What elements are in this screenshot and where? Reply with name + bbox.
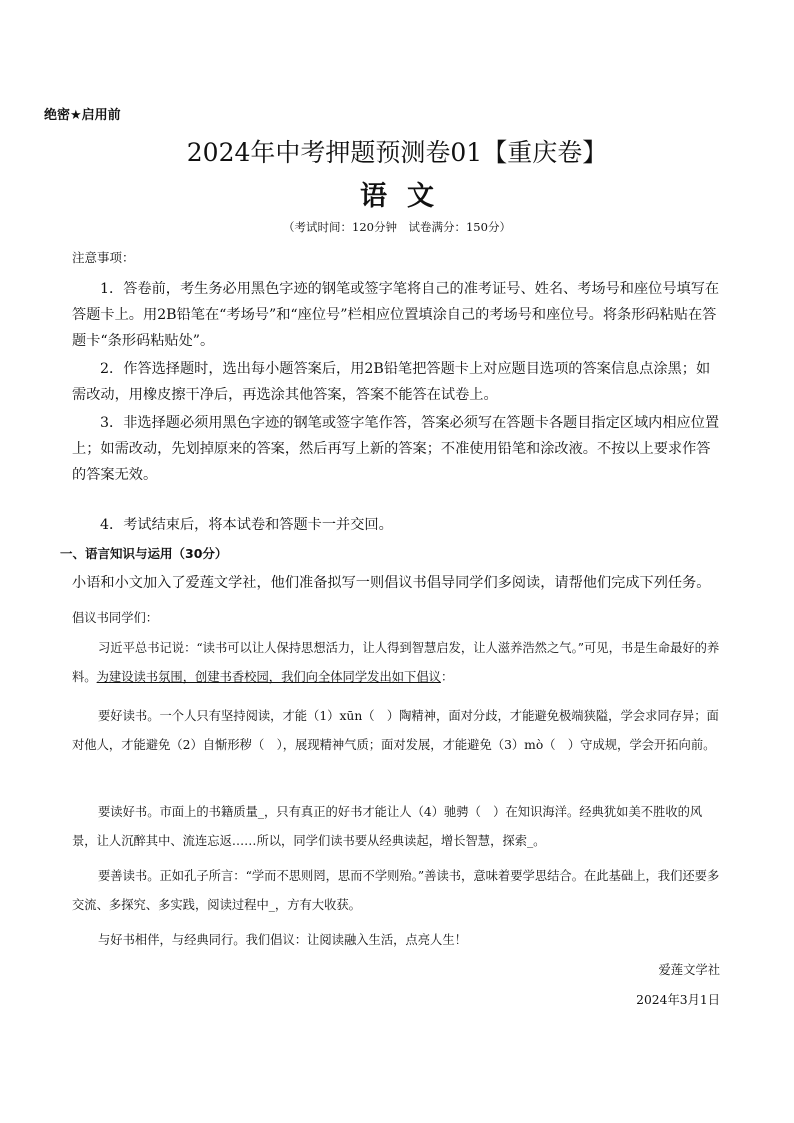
note-item: 1．答卷前，考生务必用黑色字迹的钢笔或签字笔将自己的准考证号、姓名、考场号和座位号填写在答题卡上。用2B铅笔在“考场号”和“座位号”栏相应位置填涂自己的考场号和座位号。将条形码粘贴在答题卡“条形码粘贴处”。 [72, 281, 720, 349]
notes-heading: 注意事项： [72, 250, 135, 265]
section-heading: 一、语言知识与运用（30分） [60, 546, 228, 561]
letter-greeting: 倡议书同学们： [72, 611, 159, 625]
letter-paragraph: 要读好书。市面上的书籍质量_，只有真正的好书才能让人（4）驰骋（ ）在知识海洋。经典犹如美不胜收的风景，让人沉醉其中、流连忘返……所以，同学们读书要从经典读起，增长智慧，探索_。 [72, 805, 703, 848]
underlined-sentence: 为建设读书氛围，创建书香校园，我们向全体同学发出如下倡议 [96, 670, 441, 684]
letter-paragraph: 与好书相伴，与经典同行。我们倡议：让阅读融入生活，点亮人生！ [98, 933, 467, 947]
letter-signature: 爱莲文学社 [658, 963, 720, 977]
note-item: 3．非选择题必须用黑色字迹的钢笔或签字笔作答，答案必须写在答题卡各题目指定区域内相应位置上；如需改动，先划掉原来的答案，然后再写上新的答案；不准使用铅笔和涂改液。不按以上要求作答的答案无效。 [72, 415, 720, 483]
subject-title: 语文 [360, 181, 454, 212]
exam-meta: （考试时间：120分钟 试卷满分：150分） [283, 220, 511, 234]
note-item: 2．作答选择题时，选出每小题答案后，用2B铅笔把答题卡上对应题目选项的答案信息点涂黑；如需改动，用橡皮擦干净后，再选涂其他答案，答案不能答在试卷上。 [72, 361, 711, 403]
letter-paragraph: 要好读书。一个人只有坚持阅读，才能（1）xūn（ ）陶精神，面对分歧，才能避免极端狭隘，学会求同存异；面对他人，才能避免（2）自惭形秽（ ），展现精神气质；面对发展，才能避免（3）mò（ ）守成规，学会开拓向前。 [72, 709, 719, 752]
confidential-label: 绝密★启用前 [44, 108, 121, 123]
exam-title: 2024年中考押题预测卷01【重庆卷】 [186, 138, 608, 167]
note-item: 4．考试结束后，将本试卷和答题卡一并交回。 [100, 517, 393, 533]
letter-paragraph: 习近平总书记说：“读书可以让人保持思想活力，让人得到智慧启发，让人滋养浩然之气。”可见，书是生命最好的养料。为建设读书氛围，创建书香校园，我们向全体同学发出如下倡议： [72, 641, 720, 684]
section-intro: 小语和小文加入了爱莲文学社，他们准备拟写一则倡议书倡导同学们多阅读，请帮他们完成下列任务。 [72, 575, 711, 591]
letter-date: 2024年3月1日 [636, 993, 720, 1007]
letter-paragraph: 要善读书。正如孔子所言：“学而不思则罔，思而不学则殆。”善读书，意味着要学思结合。在此基础上，我们还要多交流、多探究、多实践，阅读过程中_，方有大收获。 [72, 869, 720, 912]
